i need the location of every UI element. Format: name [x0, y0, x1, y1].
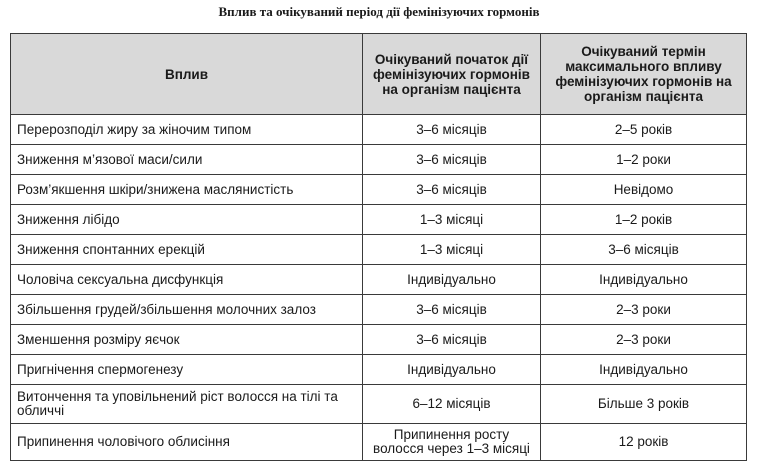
row-onset: 1–3 місяці: [363, 205, 541, 235]
row-effect: Чоловіча сексуальна дисфункція: [11, 265, 363, 295]
table-row: [11, 424, 747, 461]
row-effect: Зниження лібідо: [11, 205, 363, 235]
row-effect: Зменшення розміру яєчок: [11, 325, 363, 355]
table-row: [11, 385, 747, 424]
hormone-effects-table: [10, 33, 747, 461]
row-onset: 1–3 місяці: [363, 235, 541, 265]
row-effect: Витончення та уповільнений ріст волосся на тілі та обличчі: [11, 385, 363, 424]
row-onset: 3–6 місяців: [363, 115, 541, 145]
row-max-effect: Більше 3 років: [541, 385, 747, 424]
table-row: [11, 265, 747, 295]
row-max-effect: Індивідуально: [541, 355, 747, 385]
row-max-effect: Індивідуально: [541, 265, 747, 295]
row-max-effect: 2–3 роки: [541, 295, 747, 325]
row-max-effect: 12 років: [541, 424, 747, 461]
table-row: [11, 175, 747, 205]
header-onset: Очікуваний початок дії фемінізуючих гормонів на організм пацієнта: [363, 34, 541, 115]
table-row: [11, 205, 747, 235]
row-effect: Зниження м’язової маси/сили: [11, 145, 363, 175]
row-onset: 3–6 місяців: [363, 325, 541, 355]
table-row: [11, 295, 747, 325]
row-onset: Припинення росту волосся через 1–3 місяці: [363, 424, 541, 461]
row-max-effect: Невідомо: [541, 175, 747, 205]
table-row: [11, 145, 747, 175]
row-onset: 3–6 місяців: [363, 145, 541, 175]
table-row: [11, 235, 747, 265]
row-onset: 3–6 місяців: [363, 295, 541, 325]
row-effect: Збільшення грудей/збільшення молочних залоз: [11, 295, 363, 325]
row-effect: Перерозподіл жиру за жіночим типом: [11, 115, 363, 145]
row-max-effect: 2–5 років: [541, 115, 747, 145]
row-effect: Припинення чоловічого облисіння: [11, 424, 363, 461]
row-max-effect: 3–6 місяців: [541, 235, 747, 265]
table-title: Вплив та очікуваний період дії фемінізуючих гормонів: [218, 4, 540, 19]
table-row: [11, 355, 747, 385]
row-max-effect: 1–2 років: [541, 205, 747, 235]
table-row: [11, 325, 747, 355]
header-effect: Вплив: [11, 34, 363, 115]
row-max-effect: 1–2 роки: [541, 145, 747, 175]
header-max-effect: Очікуваний термін максимального впливу фемінізуючих гормонів на організм пацієнта: [541, 34, 747, 115]
row-onset: 3–6 місяців: [363, 175, 541, 205]
row-onset: 6–12 місяців: [363, 385, 541, 424]
row-effect: Пригнічення спермогенезу: [11, 355, 363, 385]
row-max-effect: 2–3 роки: [541, 325, 747, 355]
row-effect: Зниження спонтанних ерекцій: [11, 235, 363, 265]
header-row: [11, 34, 747, 115]
row-effect: Розм’якшення шкіри/знижена маслянистість: [11, 175, 363, 205]
row-onset: Індивідуально: [363, 355, 541, 385]
table-row: [11, 115, 747, 145]
row-onset: Індивідуально: [363, 265, 541, 295]
